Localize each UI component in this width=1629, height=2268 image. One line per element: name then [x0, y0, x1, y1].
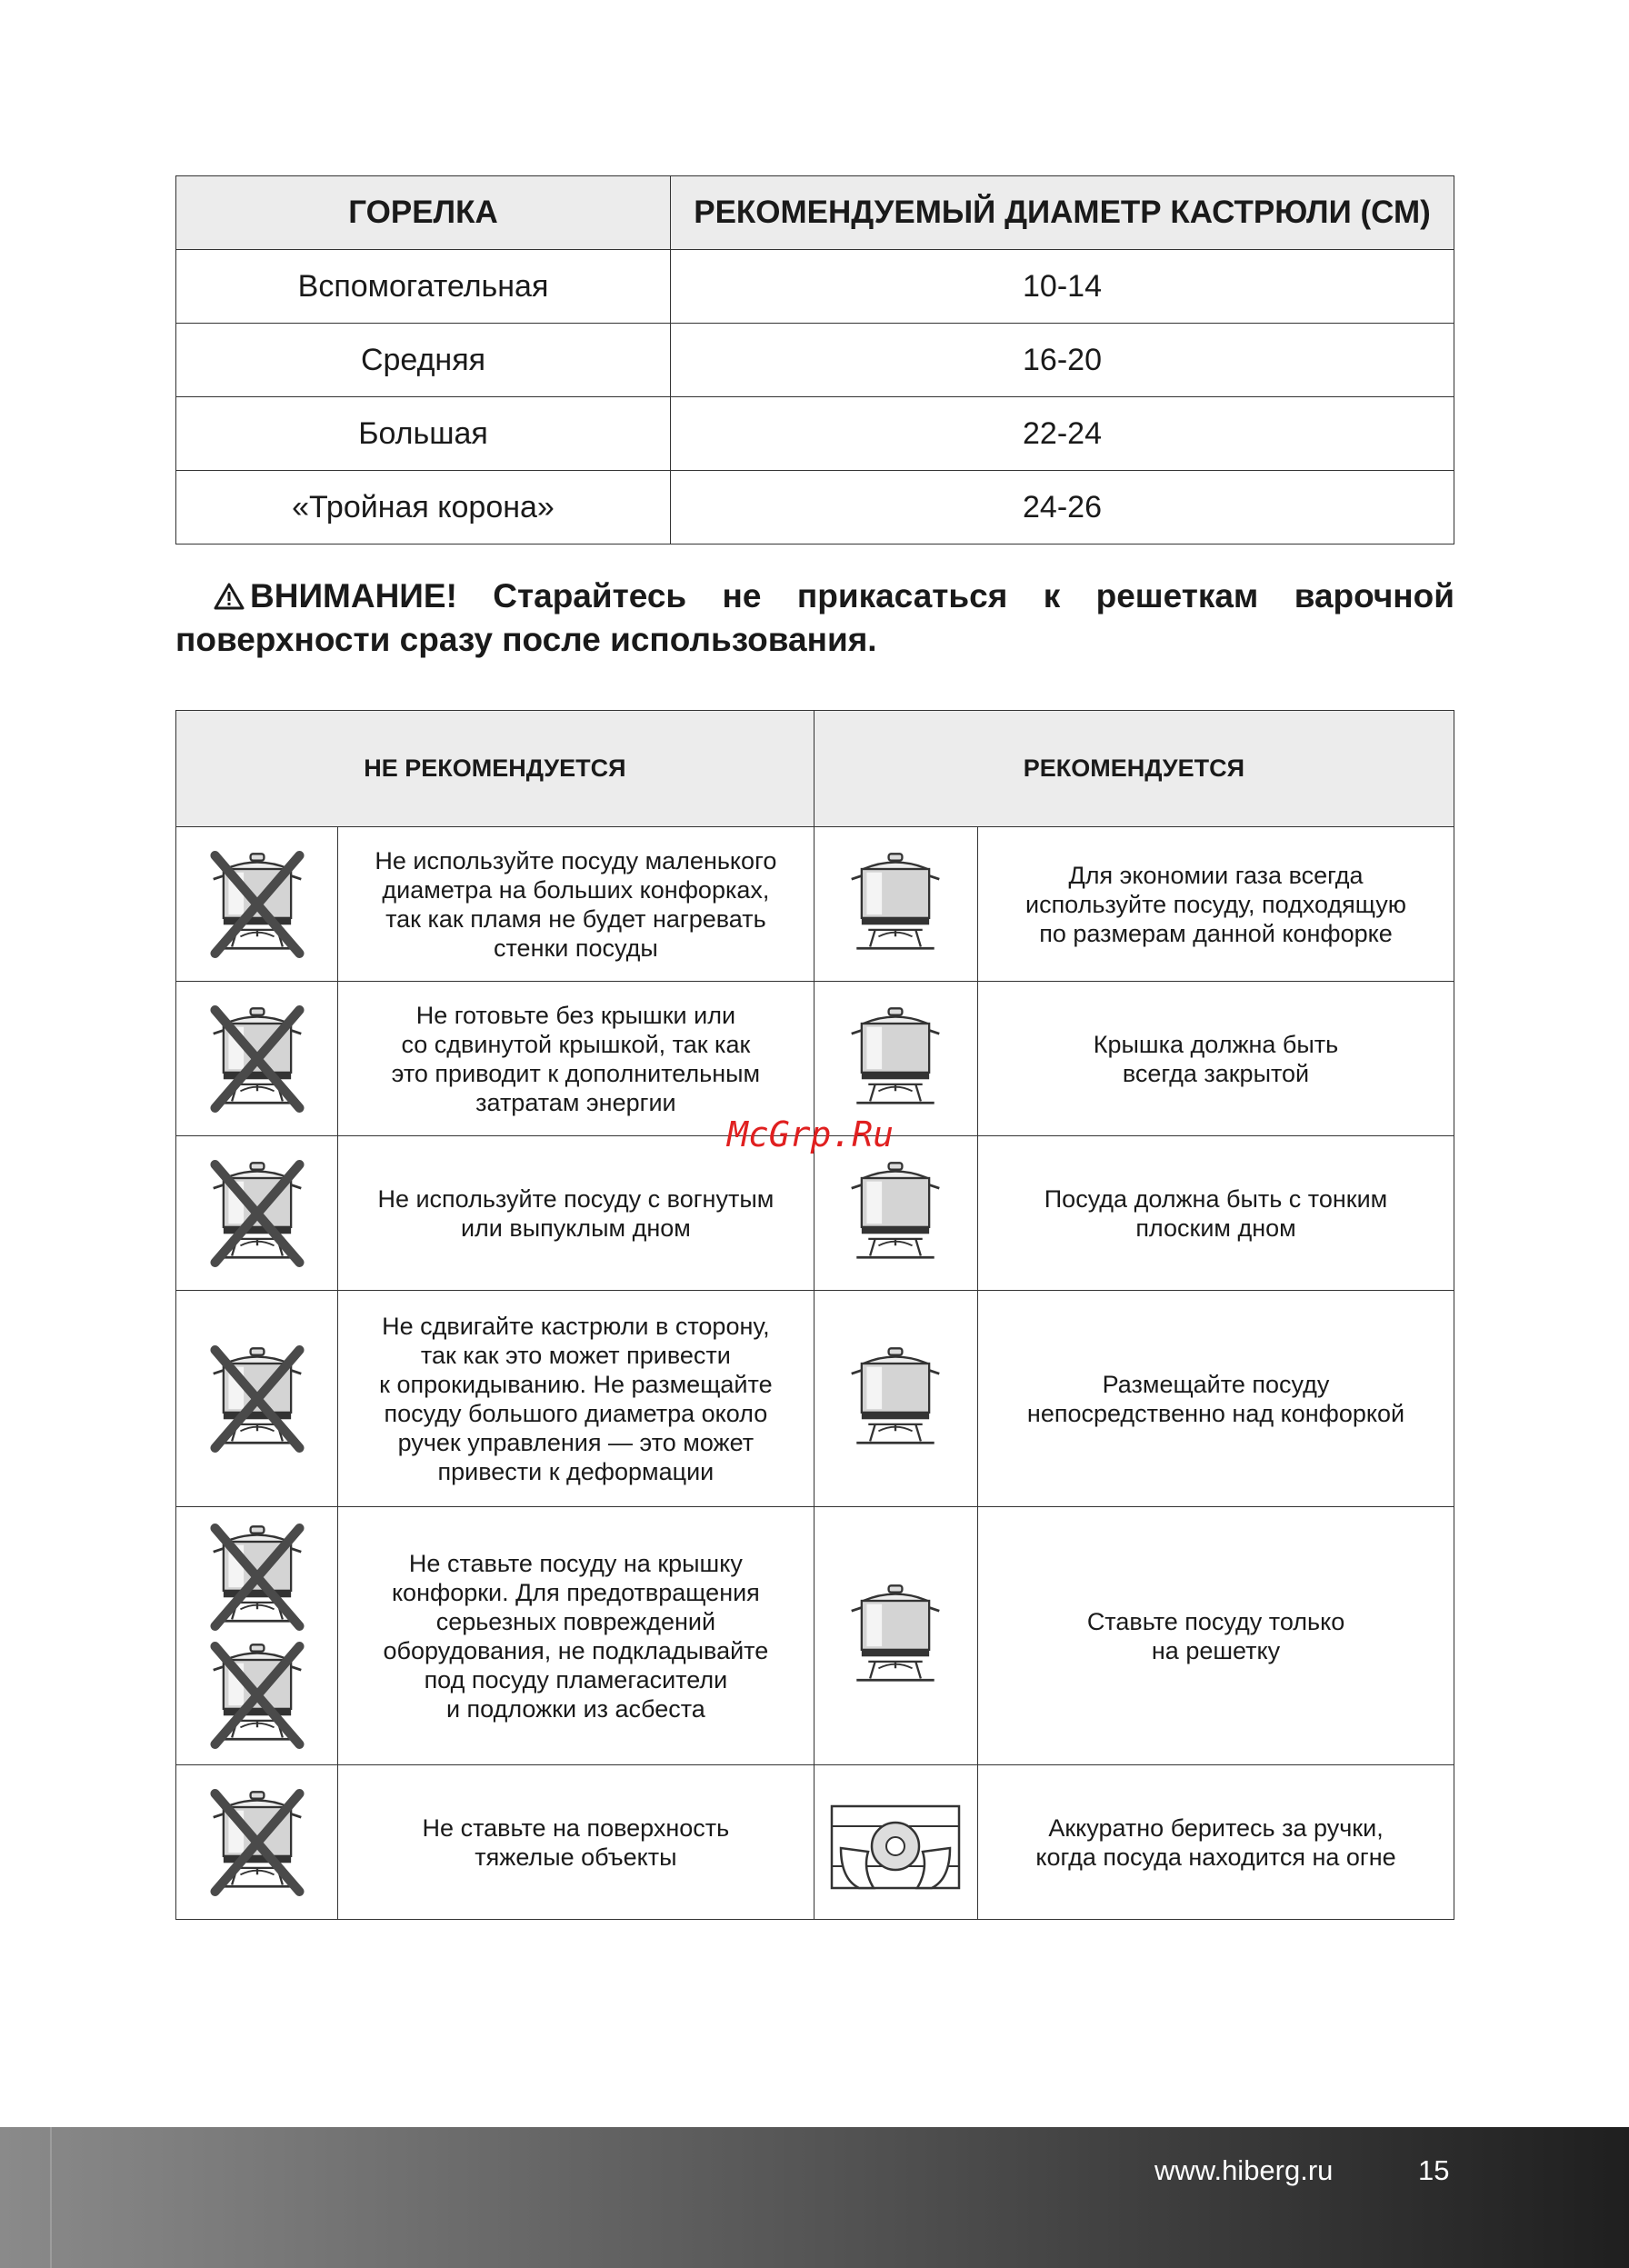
table-header-row: [176, 176, 1454, 250]
burner-diameter-table: [175, 175, 1454, 545]
recommended-text: Ставьте посуду только на решетку: [978, 1507, 1454, 1765]
footer-url: www.hiberg.ru: [1154, 2154, 1334, 2186]
not-recommended-text: Не ставьте на поверхность тяжелые объекты: [338, 1765, 814, 1920]
table-row: [176, 324, 1454, 397]
page-number: 15: [1418, 2154, 1450, 2186]
recommended-text: Посуда должна быть с тонким плоским дном: [978, 1136, 1454, 1291]
not-recommended-text: Не готовьте без крышки или со сдвинутой крышкой, так как это приводит к дополнительным затратам энергии: [338, 982, 814, 1136]
column-header-diameter: РЕКОМЕНДУЕМЫЙ ДИАМЕТР КАСТРЮЛИ (СМ): [671, 176, 1454, 250]
pot-centered-image: [814, 1291, 977, 1507]
warning-paragraph: [175, 574, 1454, 662]
table-row: [176, 827, 1454, 982]
heavy-object-image: [176, 1765, 338, 1920]
not-recommended-text: Не ставьте посуду на крышку конфорки. Для предотвращения серьезных повреждений оборудования, не подкладывайте под посуду пламегасители и подложки из асбеста: [338, 1507, 814, 1765]
burner-name: Вспомогательная: [176, 250, 671, 324]
not-recommended-text: Не используйте посуду маленького диаметра на больших конфорках, так как пламя не будет нагревать стенки посуды: [338, 827, 814, 982]
warning-triangle-icon: [214, 582, 245, 611]
footer-stripe: [50, 2127, 52, 2268]
table-row: [176, 471, 1454, 545]
pot-off-center-image: [176, 1291, 338, 1507]
pot-curved-bottom-image: [176, 1136, 338, 1291]
not-recommended-text: Не сдвигайте кастрюли в сторону, так как это может привести к опрокидыванию. Не размещайте посуду большого диаметра около ручек управления — это может привести к деформации: [338, 1291, 814, 1507]
column-header-recommended: РЕКОМЕНДУЕТСЯ: [814, 711, 1454, 827]
table-header-row: [176, 711, 1454, 827]
hands-holding-pot-image: [814, 1765, 977, 1920]
recommended-text: Размещайте посуду непосредственно над конфоркой: [978, 1291, 1454, 1507]
burner-name: Средняя: [176, 324, 671, 397]
watermark: McGrp.Ru: [727, 1114, 894, 1154]
page-footer: [0, 2127, 1629, 2268]
pot-diameter: 22-24: [671, 397, 1454, 471]
table-row: [176, 1291, 1454, 1507]
pot-diameter: 10-14: [671, 250, 1454, 324]
pot-diameter: 16-20: [671, 324, 1454, 397]
burner-name: «Тройная корона»: [176, 471, 671, 545]
table-row: [176, 397, 1454, 471]
recommended-text: Крышка должна быть всегда закрытой: [978, 982, 1454, 1136]
table-row: [176, 250, 1454, 324]
column-header-burner: ГОРЕЛКА: [176, 176, 671, 250]
column-header-not-recommended: НЕ РЕКОМЕНДУЕТСЯ: [176, 711, 814, 827]
cookware-recommendations-table: [175, 710, 1454, 1920]
table-row: [176, 1765, 1454, 1920]
pot-flat-bottom-image: [814, 1136, 977, 1291]
pot-with-lid-image: [814, 982, 977, 1136]
burner-name: Большая: [176, 397, 671, 471]
table-row: [176, 1136, 1454, 1291]
pot-on-burner-cap-image: [176, 1507, 338, 1765]
recommended-text: Для экономии газа всегда используйте посуду, подходящую по размерам данной конфорке: [978, 827, 1454, 982]
pot-diameter: 24-26: [671, 471, 1454, 545]
not-recommended-text: Не используйте посуду с вогнутым или выпуклым дном: [338, 1136, 814, 1291]
recommended-text: Аккуратно беритесь за ручки, когда посуда находится на огне: [978, 1765, 1454, 1920]
pot-matching-burner-image: [814, 827, 977, 982]
pot-on-grate-image: [814, 1507, 977, 1765]
pot-small-on-large-burner-image: [176, 827, 338, 982]
warning-text: ВНИМАНИЕ! Старайтесь не прикасаться к решеткам варочной поверхности сразу после использования.: [175, 577, 1454, 658]
pot-without-lid-image: [176, 982, 338, 1136]
table-row: [176, 982, 1454, 1136]
table-row: [176, 1507, 1454, 1765]
